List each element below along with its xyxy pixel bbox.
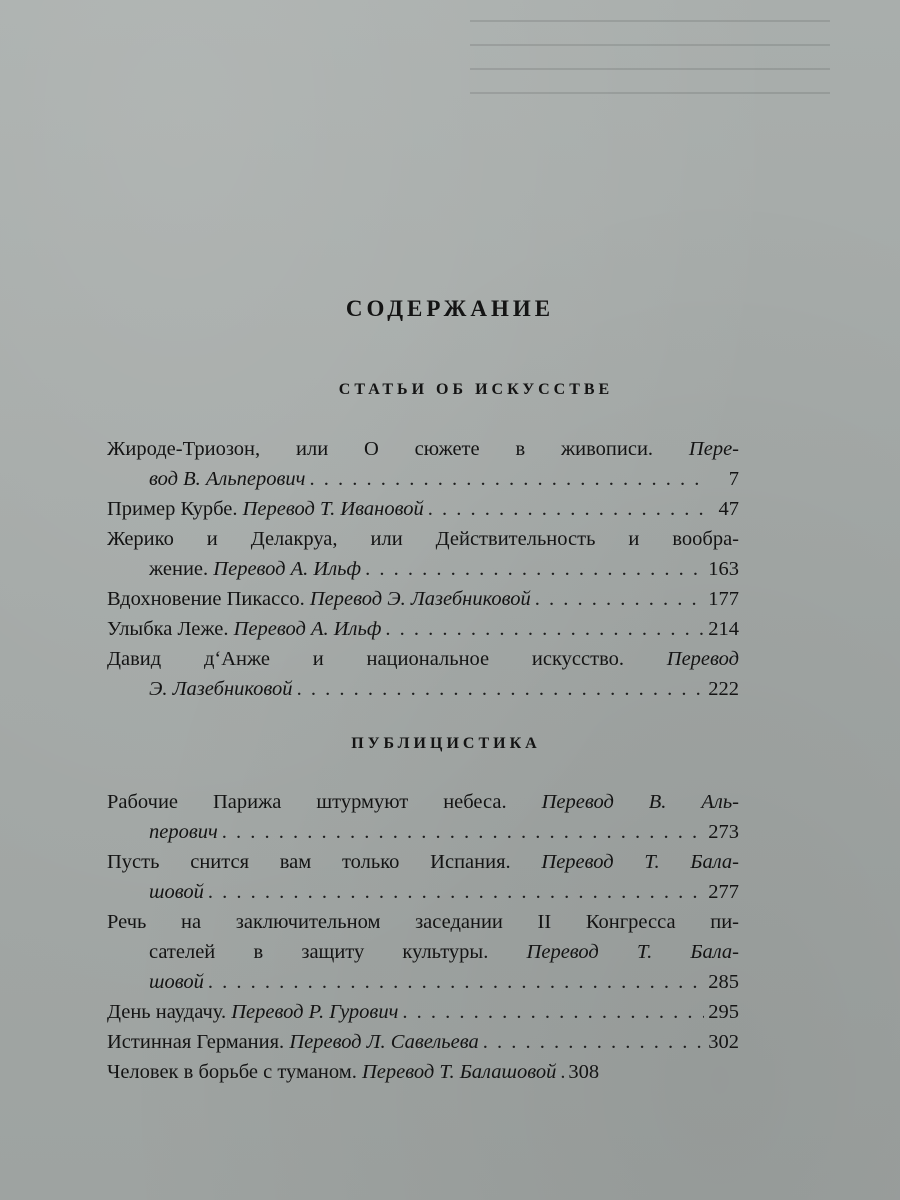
page-number: 295 [708,1001,739,1023]
leader-dots [385,614,704,644]
toc-entry[interactable]: Жерико и Делакруа, или Действительность и вообра- жение. Перевод А. Ильф . . . 163 [107,524,739,584]
page-number: 222 [708,678,739,700]
leader-dots [208,967,704,997]
toc-section-art-articles [107,434,739,704]
toc-title: СОДЕРЖАНИЕ [345,296,555,321]
section-title-art-articles: СТАТЬИ ОБ ИСКУССТВЕ [338,381,614,398]
page-number: 273 [708,821,739,843]
toc-entry[interactable]: Давид д‘Анже и национальное искусство. Перевод Э. Лазебниковой . . . 222 [107,644,739,704]
leader-dots [535,584,704,614]
leader-dots [365,554,704,584]
page-number: 302 [708,1031,739,1053]
page-number: 277 [708,881,739,903]
page-number: 163 [708,558,739,580]
leader-dots [297,674,705,704]
toc-entry[interactable]: Истинная Германия. Перевод Л. Савельева . . . 302 [107,1027,739,1057]
leader-dots [208,877,704,907]
toc-entry[interactable]: Человек в борьбе с туманом. Перевод Т. Балашовой . . . 308 [107,1057,739,1087]
page-number: 7 [728,468,739,490]
show-through-text [470,20,830,140]
toc-entry[interactable]: Улыбка Леже. Перевод А. Ильф . . . 214 [107,614,739,644]
toc-section-publicistics [107,787,739,1087]
toc-entry[interactable]: День наудачу. Перевод Р. Гурович . . . 295 [107,997,739,1027]
toc-entry[interactable]: Вдохновение Пикассо. Перевод Э. Лазебниковой . . . 177 [107,584,739,614]
leader-dots [483,1027,705,1057]
toc-entry[interactable]: Речь на заключительном заседании II Конгресса пи- сателей в защиту культуры. Перевод Т. Бала- шовой . . . 285 [107,907,739,997]
section-title-publicistics: ПУБЛИЦИСТИКА [351,735,541,752]
page-number: 308 [568,1061,600,1083]
page-number: 47 [718,498,739,520]
page-number: 214 [708,618,739,640]
leader-dots [222,817,704,847]
page-number: 177 [708,588,739,610]
leader-dots [560,1057,564,1087]
leader-dots [402,997,704,1027]
page-number: 285 [708,971,739,993]
leader-dots [309,464,705,494]
toc-entry[interactable]: Жироде-Триозон, или О сюжете в живописи. Пере- вод В. Альперович . . . 7 [107,434,739,494]
toc-entry[interactable]: Пусть снится вам только Испания. Перевод Т. Бала- шовой . . . 277 [107,847,739,907]
toc-entry[interactable]: Рабочие Парижа штурмуют небеса. Перевод В. Аль- перович . . . 273 [107,787,739,847]
toc-entry[interactable]: Пример Курбе. Перевод Т. Ивановой . . . 47 [107,494,739,524]
leader-dots [428,494,705,524]
